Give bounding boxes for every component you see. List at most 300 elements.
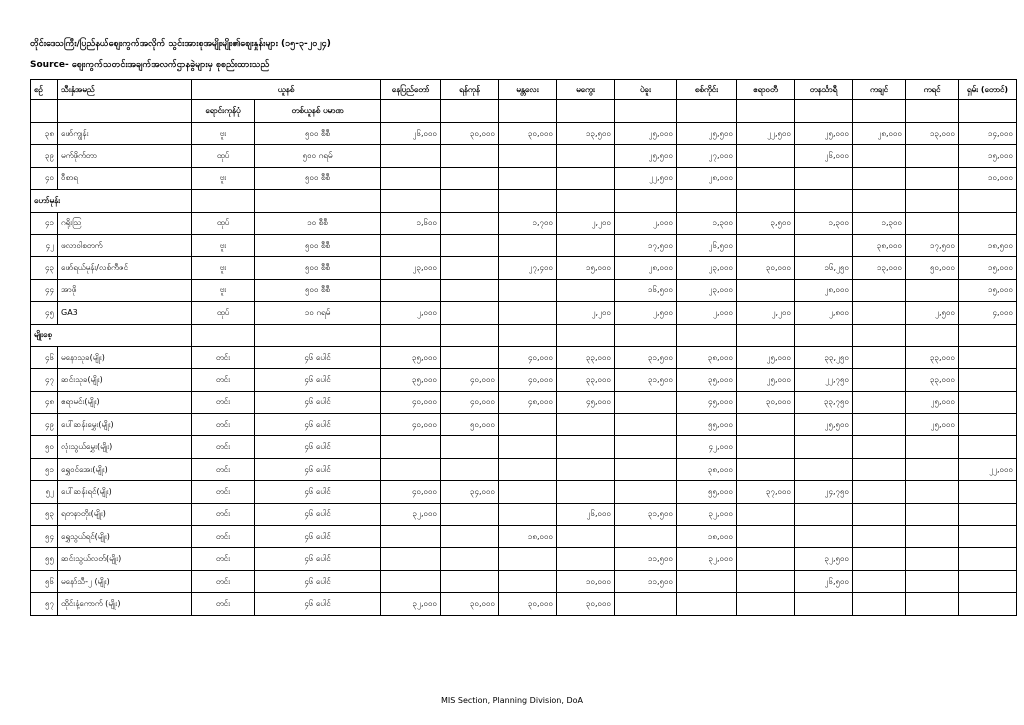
unit-size-cell: ၄၆ ပေါင် — [255, 458, 381, 480]
item-name: ဝီစာရ — [58, 167, 192, 189]
price-cell: ၅၀,၀၀၀ — [441, 414, 499, 436]
price-cell: ၁၆,၂၅၀ — [795, 257, 853, 279]
price-cell — [959, 346, 1017, 368]
price-cell: ၁၇,၅၀၀ — [906, 234, 959, 256]
table-row — [31, 503, 1017, 525]
price-cell — [441, 145, 499, 167]
price-cell — [959, 212, 1017, 234]
header-row — [31, 80, 1017, 100]
row-number: ၄၈ — [31, 391, 58, 413]
price-cell — [737, 503, 795, 525]
price-cell — [441, 346, 499, 368]
price-cell: ၂၅,၀၀၀ — [737, 346, 795, 368]
price-cell: ၄၅,၀၀၀ — [677, 391, 737, 413]
price-cell — [441, 234, 499, 256]
col-header-market: ကရင် — [906, 80, 959, 100]
row-number: ၄၂ — [31, 234, 58, 256]
price-cell: ၂၅,၅၀၀ — [677, 123, 737, 145]
price-cell — [441, 212, 499, 234]
price-cell — [959, 548, 1017, 570]
item-name: GA3 — [58, 302, 192, 324]
price-cell — [557, 548, 615, 570]
price-cell — [906, 145, 959, 167]
price-cell — [853, 414, 906, 436]
price-cell — [853, 369, 906, 391]
item-name: ဖလာဝါစတက် — [58, 234, 192, 256]
price-table — [30, 79, 1017, 616]
price-cell — [441, 570, 499, 592]
price-cell — [853, 503, 906, 525]
unit-cell: ဗူး — [192, 234, 255, 256]
price-cell: ၄၈,၀၀၀ — [499, 391, 557, 413]
price-cell: ၂၈,၀၀၀ — [853, 123, 906, 145]
price-cell: ၅၅,၀၀၀ — [677, 481, 737, 503]
table-row — [31, 481, 1017, 503]
price-cell: ၃၀,၀၀၀ — [499, 593, 557, 615]
price-cell: ၁၅,၀၀၀ — [959, 279, 1017, 301]
col-header-unit-market: ရောင်းကုန်ပုံ — [192, 100, 255, 123]
table-row — [31, 234, 1017, 256]
price-cell: ၃၇,၀၀၀ — [737, 481, 795, 503]
price-cell: ၂၅,၀၀၀ — [737, 369, 795, 391]
price-cell — [381, 548, 441, 570]
table-row — [31, 279, 1017, 301]
price-cell: ၃၂,၀၀၀ — [381, 593, 441, 615]
price-cell: ၁၈,၅၀၀ — [959, 234, 1017, 256]
unit-size-cell: ၁၀ စီစီ — [255, 212, 381, 234]
table-row — [31, 346, 1017, 368]
price-cell: ၂၆,၅၀၀ — [677, 234, 737, 256]
price-cell: ၁၅,၀၀၀ — [557, 257, 615, 279]
unit-size-cell: ၄၆ ပေါင် — [255, 548, 381, 570]
price-cell — [737, 234, 795, 256]
price-cell: ၃၃,၇၅၀ — [795, 391, 853, 413]
unit-cell: ဗူး — [192, 257, 255, 279]
price-cell: ၁၃,၀၀၀ — [853, 257, 906, 279]
unit-cell: တင်း — [192, 526, 255, 548]
unit-size-cell: ၅၀၀ စီစီ — [255, 123, 381, 145]
price-cell: ၁၁,၅၀၀ — [615, 570, 677, 592]
col-header-market: မန္တလေး — [499, 80, 557, 100]
col-header-market: မကွေး — [557, 80, 615, 100]
item-name: ဖော်ကျွန်း — [58, 123, 192, 145]
price-cell — [959, 481, 1017, 503]
unit-cell: တင်း — [192, 593, 255, 615]
price-cell: ၃၅,၀၀၀ — [677, 369, 737, 391]
price-cell — [795, 436, 853, 458]
item-name: ဆင်းသွယ်လတ်(မျိုး) — [58, 548, 192, 570]
unit-size-cell: ၄၆ ပေါင် — [255, 346, 381, 368]
price-cell — [906, 167, 959, 189]
price-cell — [499, 234, 557, 256]
price-cell: ၂၈,၀၀၀ — [795, 279, 853, 301]
price-cell — [853, 458, 906, 480]
row-number: ၄၅ — [31, 302, 58, 324]
unit-cell: တင်း — [192, 570, 255, 592]
table-row — [31, 257, 1017, 279]
table-row — [31, 526, 1017, 548]
price-cell — [853, 436, 906, 458]
row-number: ၄၃ — [31, 257, 58, 279]
price-cell — [381, 145, 441, 167]
price-cell — [557, 234, 615, 256]
section-row — [31, 324, 1017, 346]
price-cell — [959, 369, 1017, 391]
price-cell — [959, 570, 1017, 592]
price-cell: ၅၅,၀၀၀ — [677, 414, 737, 436]
price-cell: ၁၃,၀၀၀ — [906, 123, 959, 145]
price-cell: ၃၀,၀၀၀ — [499, 123, 557, 145]
price-cell: ၁၀,၀၀၀ — [557, 570, 615, 592]
price-cell: ၂,၀၀၀ — [615, 212, 677, 234]
row-number: ၅၂ — [31, 481, 58, 503]
item-name: ဖော်ရယ်မုန်း/လစ်ကီဇင် — [58, 257, 192, 279]
price-cell — [615, 391, 677, 413]
price-cell — [737, 593, 795, 615]
section-row — [31, 190, 1017, 212]
table-row — [31, 458, 1017, 480]
unit-size-cell: ၅၀၀ စီစီ — [255, 167, 381, 189]
price-cell — [853, 391, 906, 413]
price-cell: ၂၄,၇၅၀ — [795, 481, 853, 503]
table-row — [31, 123, 1017, 145]
price-cell — [441, 257, 499, 279]
row-number: ၅၆ — [31, 570, 58, 592]
price-cell — [615, 526, 677, 548]
price-cell — [381, 279, 441, 301]
price-cell — [906, 481, 959, 503]
unit-cell: ဗူး — [192, 279, 255, 301]
price-cell: ၁,၆၀၀ — [381, 212, 441, 234]
price-cell: ၂၈,၀၀၀ — [615, 257, 677, 279]
price-cell — [795, 593, 853, 615]
price-cell: ၃၀,၀၀၀ — [737, 257, 795, 279]
table-row — [31, 167, 1017, 189]
price-cell — [737, 167, 795, 189]
price-cell — [441, 279, 499, 301]
unit-cell: တင်း — [192, 369, 255, 391]
price-cell: ၃၅,၀၀၀ — [381, 346, 441, 368]
price-cell: ၁၀,၀၀၀ — [959, 167, 1017, 189]
unit-cell: တင်း — [192, 436, 255, 458]
price-cell — [557, 458, 615, 480]
unit-cell: ဗူး — [192, 123, 255, 145]
row-number: ၃၉ — [31, 145, 58, 167]
price-cell — [557, 279, 615, 301]
row-number: ၄၉ — [31, 414, 58, 436]
price-cell — [381, 458, 441, 480]
price-cell: ၁၈,၀၀၀ — [499, 526, 557, 548]
price-cell: ၂၅,၀၀၀ — [615, 123, 677, 145]
row-number: ၅၃ — [31, 503, 58, 525]
table-row — [31, 593, 1017, 615]
unit-size-cell: ၅၀၀ ဂရမ် — [255, 145, 381, 167]
table-row — [31, 212, 1017, 234]
price-cell: ၄၀,၀၀၀ — [381, 414, 441, 436]
price-cell: ၃၃,၀၀၀ — [557, 346, 615, 368]
price-cell — [615, 458, 677, 480]
price-cell — [677, 593, 737, 615]
price-cell — [441, 526, 499, 548]
unit-cell: ထုပ် — [192, 212, 255, 234]
price-cell: ၃၀,၀၀၀ — [737, 391, 795, 413]
price-cell: ၁၇,၅၀၀ — [615, 234, 677, 256]
price-cell — [499, 436, 557, 458]
price-cell — [737, 548, 795, 570]
price-cell: ၃၂,၀၀၀ — [677, 548, 737, 570]
col-header-market: ရှမ်း (တောင်) — [959, 80, 1017, 100]
item-name: မက်ဖိုက်တာ — [58, 145, 192, 167]
price-cell — [853, 526, 906, 548]
row-number: ၄၀ — [31, 167, 58, 189]
price-cell: ၂၅,၀၀၀ — [906, 414, 959, 436]
price-cell: ၁၈,၀၀၀ — [677, 526, 737, 548]
price-cell: ၂၃,၀၀၀ — [677, 279, 737, 301]
price-cell — [381, 526, 441, 548]
item-name: ပေါ်ဆန်းရင်(မျိုး) — [58, 481, 192, 503]
price-cell — [557, 145, 615, 167]
footer-note: MIS Section, Planning Division, DoA — [440, 696, 583, 705]
unit-size-cell: ၄၆ ပေါင် — [255, 391, 381, 413]
price-cell: ၃၁,၅၀၀ — [615, 369, 677, 391]
price-cell: ၂,၂၀၀ — [557, 302, 615, 324]
price-cell: ၁,၃၀၀ — [853, 212, 906, 234]
unit-size-cell: ၅၀၀ စီစီ — [255, 279, 381, 301]
row-number: ၅၁ — [31, 458, 58, 480]
price-cell — [441, 458, 499, 480]
price-cell: ၂၅,၀၀၀ — [795, 123, 853, 145]
price-cell: ၅၀,၀၀၀ — [906, 257, 959, 279]
price-cell — [499, 279, 557, 301]
price-cell: ၃၃,၀၀၀ — [906, 369, 959, 391]
price-cell: ၂၆,၀၀၀ — [795, 145, 853, 167]
section-label: မျိုးစေ့ — [31, 324, 192, 346]
price-cell: ၂,၂၀၀ — [737, 302, 795, 324]
price-cell — [795, 234, 853, 256]
table-row — [31, 570, 1017, 592]
price-cell: ၃၃,၀၀၀ — [557, 369, 615, 391]
unit-cell: တင်း — [192, 481, 255, 503]
price-cell: ၂၇,၀၀၀ — [677, 145, 737, 167]
price-cell — [853, 346, 906, 368]
item-name: အာဖို — [58, 279, 192, 301]
price-cell — [853, 145, 906, 167]
price-cell: ၂၇,၄၀၀ — [499, 257, 557, 279]
price-cell — [381, 167, 441, 189]
price-cell — [853, 167, 906, 189]
unit-cell: ထုပ် — [192, 302, 255, 324]
price-cell — [959, 391, 1017, 413]
table-row — [31, 302, 1017, 324]
price-cell — [959, 414, 1017, 436]
price-cell: ၃၀,၀၀၀ — [557, 593, 615, 615]
price-cell — [381, 436, 441, 458]
col-header-no: စဉ် — [31, 80, 58, 100]
price-cell — [441, 302, 499, 324]
price-cell — [499, 570, 557, 592]
price-cell — [906, 212, 959, 234]
unit-size-cell: ၄၆ ပေါင် — [255, 436, 381, 458]
price-cell: ၂၅,၅၀၀ — [615, 145, 677, 167]
unit-cell: တင်း — [192, 503, 255, 525]
col-header-market: စစ်ကိုင်း — [677, 80, 737, 100]
price-cell — [615, 593, 677, 615]
price-cell: ၄၀,၀၀၀ — [499, 346, 557, 368]
price-cell: ၃၁,၅၀၀ — [615, 503, 677, 525]
table-row — [31, 436, 1017, 458]
price-cell — [677, 570, 737, 592]
price-cell — [499, 302, 557, 324]
price-cell — [737, 414, 795, 436]
table-row — [31, 548, 1017, 570]
price-cell: ၃၂,၀၀၀ — [677, 503, 737, 525]
price-cell: ၁၆,၅၀၀ — [615, 279, 677, 301]
unit-cell: တင်း — [192, 346, 255, 368]
item-name: ပေါ်ဆန်းမွှေး(မျိုး) — [58, 414, 192, 436]
price-cell — [906, 548, 959, 570]
table-row — [31, 369, 1017, 391]
price-cell — [853, 481, 906, 503]
price-cell — [853, 279, 906, 301]
price-cell: ၂၅,၅၀၀ — [795, 414, 853, 436]
price-cell: ၃၅,၀၀၀ — [381, 369, 441, 391]
item-name: မနော်သီ-၂ (မျိုး) — [58, 570, 192, 592]
item-name: ရွှေဝင်အေး(မျိုး) — [58, 458, 192, 480]
price-cell — [615, 436, 677, 458]
price-cell: ၂၂,၇၅၀ — [795, 369, 853, 391]
price-cell: ၃၈,၀၀၀ — [853, 234, 906, 256]
price-cell: ၂၆,၀၀၀ — [557, 503, 615, 525]
price-cell — [737, 458, 795, 480]
price-cell — [959, 436, 1017, 458]
price-cell — [499, 458, 557, 480]
price-cell: ၃၂,၀၀၀ — [381, 503, 441, 525]
price-cell — [557, 481, 615, 503]
price-cell — [906, 593, 959, 615]
price-cell: ၂,၀၀၀ — [677, 302, 737, 324]
price-cell — [795, 503, 853, 525]
price-cell — [737, 526, 795, 548]
item-name: ရတနာတိုး(မျိုး) — [58, 503, 192, 525]
price-cell: ၁၅,၀၀၀ — [959, 145, 1017, 167]
unit-cell: ဗူး — [192, 167, 255, 189]
price-cell: ၁၅,၀၀၀ — [959, 257, 1017, 279]
item-name: ဆင်းသုခ(မျိုး) — [58, 369, 192, 391]
price-cell — [853, 570, 906, 592]
price-cell: ၂,၂၀၀ — [557, 212, 615, 234]
col-header-market: နေပြည်တော် — [381, 80, 441, 100]
price-cell: ၃၈,၀၀၀ — [677, 346, 737, 368]
row-number: ၅၇ — [31, 593, 58, 615]
unit-cell: ထုပ် — [192, 145, 255, 167]
table-row — [31, 391, 1017, 413]
price-cell: ၂၂,၅၀၀ — [615, 167, 677, 189]
col-header-market: တနင်္သာရီ — [795, 80, 853, 100]
unit-size-cell: ၄၆ ပေါင် — [255, 481, 381, 503]
row-number: ၄၇ — [31, 369, 58, 391]
document-title: တိုင်းဒေသကြီး/ပြည်နယ်ဈေးကွက်အလိုက် သွင်းအားစုအမျိုးမျိုး၏ဈေးနှုန်းများ (၁၅-၃-၂၀၂၄) — [30, 39, 331, 49]
price-cell — [557, 526, 615, 548]
price-cell — [381, 234, 441, 256]
price-cell — [853, 302, 906, 324]
price-cell — [499, 481, 557, 503]
price-cell: ၄၀,၀၀၀ — [381, 391, 441, 413]
row-number: ၄၆ — [31, 346, 58, 368]
section-label: ဟော်မုန်း — [31, 190, 192, 212]
price-cell — [499, 167, 557, 189]
unit-cell: တင်း — [192, 414, 255, 436]
price-cell — [906, 526, 959, 548]
price-cell: ၂,၀၀၀ — [381, 302, 441, 324]
unit-size-cell: ၁၀ ဂရမ် — [255, 302, 381, 324]
price-cell: ၁,၃၀၀ — [677, 212, 737, 234]
price-cell — [959, 526, 1017, 548]
price-cell — [499, 503, 557, 525]
unit-cell: တင်း — [192, 391, 255, 413]
unit-size-cell: ၄၆ ပေါင် — [255, 369, 381, 391]
price-cell — [795, 458, 853, 480]
col-header-name: သီးနှံအမည် — [58, 80, 192, 100]
price-cell — [441, 167, 499, 189]
price-cell: ၃၈,၀၀၀ — [677, 458, 737, 480]
source-note: Source- ဈေးကွက်သတင်းအချက်အလက်ဌာနခွဲများမှ စုစည်းထားသည် — [30, 60, 270, 70]
price-cell — [441, 436, 499, 458]
price-cell — [737, 436, 795, 458]
price-cell: ၂၆,၀၀၀ — [381, 123, 441, 145]
price-cell — [737, 570, 795, 592]
row-number: ၄၄ — [31, 279, 58, 301]
price-cell — [441, 503, 499, 525]
unit-size-cell: ၄၆ ပေါင် — [255, 526, 381, 548]
price-cell — [441, 548, 499, 570]
price-cell: ၄၅,၀၀၀ — [557, 391, 615, 413]
price-cell: ၄၂,၀၀၀ — [677, 436, 737, 458]
price-cell — [499, 414, 557, 436]
table-row — [31, 145, 1017, 167]
price-cell — [381, 570, 441, 592]
price-cell: ၄၀,၀၀၀ — [441, 369, 499, 391]
price-cell — [906, 279, 959, 301]
price-cell — [906, 503, 959, 525]
col-header-market: ပဲခူး — [615, 80, 677, 100]
price-cell: ၂၃,၀၀၀ — [381, 257, 441, 279]
item-name: မနောသုခ(မျိုး) — [58, 346, 192, 368]
price-cell: ၃၃,၂၅၀ — [795, 346, 853, 368]
price-cell: ၂၂,၅၀၀ — [737, 123, 795, 145]
price-cell: ၂၂,၀၀၀ — [959, 458, 1017, 480]
col-header-unit: ယူနစ် — [192, 80, 381, 100]
price-cell — [615, 481, 677, 503]
price-cell — [557, 414, 615, 436]
price-cell — [499, 548, 557, 570]
row-number: ၅၀ — [31, 436, 58, 458]
price-cell — [737, 145, 795, 167]
price-cell — [959, 503, 1017, 525]
price-cell: ၃၃,၀၀၀ — [906, 346, 959, 368]
price-cell — [959, 593, 1017, 615]
price-cell — [737, 279, 795, 301]
row-number: ၃၈ — [31, 123, 58, 145]
table-row — [31, 414, 1017, 436]
price-cell: ၂,၈၀၀ — [795, 302, 853, 324]
price-cell: ၄၀,၀၀၀ — [499, 369, 557, 391]
price-cell: ၂၆,၅၀၀ — [795, 570, 853, 592]
row-number: ၄၁ — [31, 212, 58, 234]
row-number: ၅၅ — [31, 548, 58, 570]
price-cell: ၂,၅၀၀ — [906, 302, 959, 324]
price-cell — [853, 593, 906, 615]
price-cell: ၁၃,၅၀၀ — [557, 123, 615, 145]
